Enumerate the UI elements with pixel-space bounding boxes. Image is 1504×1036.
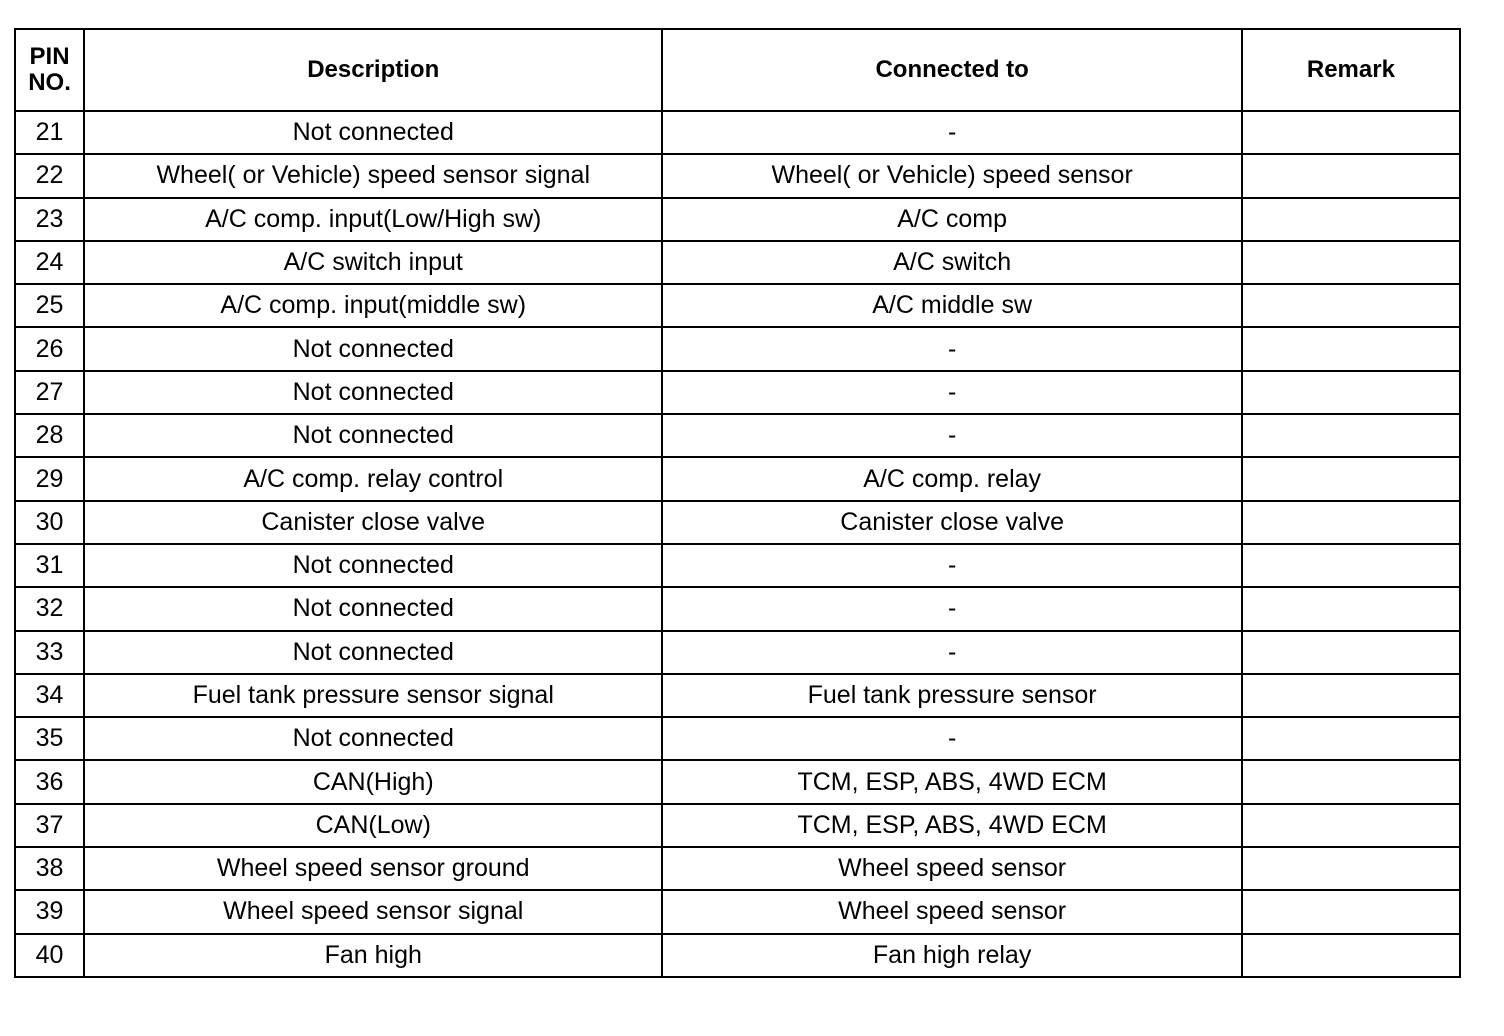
remark-cell	[1242, 154, 1460, 197]
connected-to-cell: A/C comp. relay	[662, 457, 1241, 500]
table-row	[15, 674, 1460, 717]
connected-to-cell: -	[662, 544, 1241, 587]
pin-number-cell: 40	[15, 934, 84, 977]
pin-number-cell: 35	[15, 717, 84, 760]
remark-cell	[1242, 674, 1460, 717]
description-cell: CAN(High)	[84, 760, 662, 803]
pin-number-cell: 37	[15, 804, 84, 847]
table-row	[15, 284, 1460, 327]
pin-number-cell: 25	[15, 284, 84, 327]
header-pin-no	[15, 29, 84, 111]
pin-number-cell: 38	[15, 847, 84, 890]
description-cell: Not connected	[84, 717, 662, 760]
remark-cell	[1242, 717, 1460, 760]
remark-cell	[1242, 934, 1460, 977]
remark-cell	[1242, 198, 1460, 241]
table-row	[15, 241, 1460, 284]
connected-to-cell: -	[662, 111, 1241, 154]
pin-number-cell: 26	[15, 327, 84, 370]
table-row	[15, 804, 1460, 847]
remark-cell	[1242, 111, 1460, 154]
header-pin-line1: PIN	[29, 43, 70, 70]
connected-to-cell: -	[662, 631, 1241, 674]
connected-to-cell: A/C comp	[662, 198, 1241, 241]
connected-to-cell: -	[662, 327, 1241, 370]
table-row	[15, 760, 1460, 803]
description-cell: Canister close valve	[84, 501, 662, 544]
remark-cell	[1242, 631, 1460, 674]
table-row	[15, 154, 1460, 197]
pin-table	[14, 28, 1461, 978]
description-cell: Not connected	[84, 544, 662, 587]
pin-number-cell: 27	[15, 371, 84, 414]
remark-cell	[1242, 457, 1460, 500]
table-row	[15, 890, 1460, 933]
remark-cell	[1242, 890, 1460, 933]
table-row	[15, 501, 1460, 544]
connected-to-cell: A/C middle sw	[662, 284, 1241, 327]
remark-cell	[1242, 414, 1460, 457]
remark-cell	[1242, 760, 1460, 803]
remark-cell	[1242, 371, 1460, 414]
connected-to-cell: Wheel speed sensor	[662, 890, 1241, 933]
pin-number-cell: 30	[15, 501, 84, 544]
table-row	[15, 414, 1460, 457]
connected-to-cell: -	[662, 587, 1241, 630]
description-cell: Fan high	[84, 934, 662, 977]
connected-to-cell: -	[662, 717, 1241, 760]
table-row	[15, 587, 1460, 630]
description-cell: Not connected	[84, 587, 662, 630]
table-row	[15, 371, 1460, 414]
pin-number-cell: 36	[15, 760, 84, 803]
remark-cell	[1242, 327, 1460, 370]
header-remark: Remark	[1242, 29, 1460, 111]
table-row	[15, 717, 1460, 760]
table-body	[15, 111, 1460, 977]
pin-number-cell: 32	[15, 587, 84, 630]
connected-to-cell: Canister close valve	[662, 501, 1241, 544]
header-connected-to: Connected to	[662, 29, 1241, 111]
remark-cell	[1242, 501, 1460, 544]
remark-cell	[1242, 847, 1460, 890]
table-row	[15, 198, 1460, 241]
description-cell: Wheel speed sensor ground	[84, 847, 662, 890]
pin-number-cell: 23	[15, 198, 84, 241]
description-cell: Not connected	[84, 631, 662, 674]
header-description: Description	[84, 29, 662, 111]
remark-cell	[1242, 587, 1460, 630]
pin-number-cell: 22	[15, 154, 84, 197]
remark-cell	[1242, 804, 1460, 847]
header-row	[15, 29, 1460, 111]
connected-to-cell: Wheel speed sensor	[662, 847, 1241, 890]
description-cell: A/C comp. input(Low/High sw)	[84, 198, 662, 241]
table-row	[15, 111, 1460, 154]
description-cell: A/C comp. input(middle sw)	[84, 284, 662, 327]
description-cell: CAN(Low)	[84, 804, 662, 847]
remark-cell	[1242, 241, 1460, 284]
description-cell: Not connected	[84, 414, 662, 457]
table-row	[15, 847, 1460, 890]
description-cell: Wheel( or Vehicle) speed sensor signal	[84, 154, 662, 197]
table-row	[15, 934, 1460, 977]
description-cell: A/C switch input	[84, 241, 662, 284]
pin-number-cell: 29	[15, 457, 84, 500]
connected-to-cell: TCM, ESP, ABS, 4WD ECM	[662, 760, 1241, 803]
table-row	[15, 327, 1460, 370]
description-cell: Not connected	[84, 327, 662, 370]
description-cell: Fuel tank pressure sensor signal	[84, 674, 662, 717]
pin-number-cell: 28	[15, 414, 84, 457]
pin-number-cell: 31	[15, 544, 84, 587]
description-cell: A/C comp. relay control	[84, 457, 662, 500]
pin-number-cell: 24	[15, 241, 84, 284]
connected-to-cell: Fuel tank pressure sensor	[662, 674, 1241, 717]
table-row	[15, 544, 1460, 587]
header-pin-line2: NO.	[28, 69, 71, 96]
connected-to-cell: Wheel( or Vehicle) speed sensor	[662, 154, 1241, 197]
pin-number-cell: 21	[15, 111, 84, 154]
pin-number-cell: 34	[15, 674, 84, 717]
connected-to-cell: Fan high relay	[662, 934, 1241, 977]
pin-number-cell: 39	[15, 890, 84, 933]
connected-to-cell: A/C switch	[662, 241, 1241, 284]
pin-number-cell: 33	[15, 631, 84, 674]
connected-to-cell: -	[662, 371, 1241, 414]
remark-cell	[1242, 544, 1460, 587]
connected-to-cell: -	[662, 414, 1241, 457]
table-row	[15, 457, 1460, 500]
description-cell: Wheel speed sensor signal	[84, 890, 662, 933]
table-row	[15, 631, 1460, 674]
connected-to-cell: TCM, ESP, ABS, 4WD ECM	[662, 804, 1241, 847]
remark-cell	[1242, 284, 1460, 327]
description-cell: Not connected	[84, 371, 662, 414]
description-cell: Not connected	[84, 111, 662, 154]
